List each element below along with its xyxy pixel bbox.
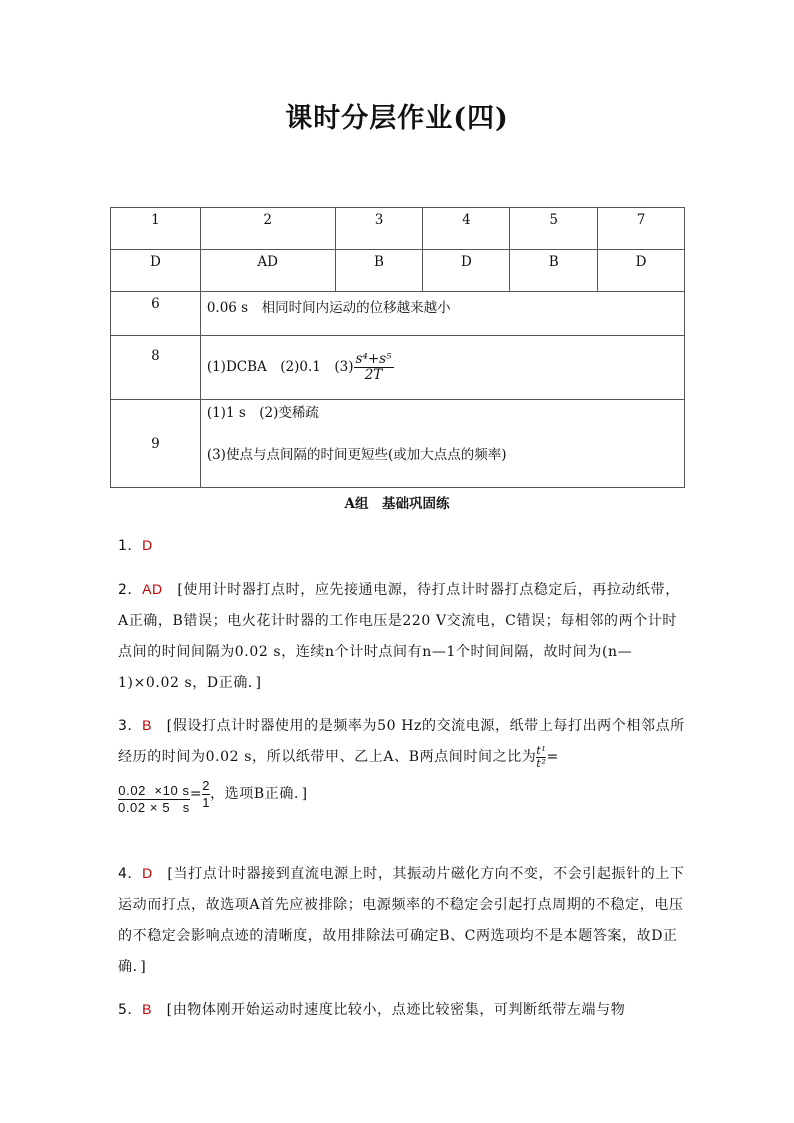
table-cell: B [335, 250, 423, 292]
question-3: 3．B [假设打点计时器使用的是频率为50 Hz的交流电源，纸带上每打出两个相邻点所经历的时间为0.02 s，所以纸带甲、乙上A、B两点间时间之比为 $\frac{\text{t¹}}{\text{t²}}$ = $\frac{0.02 \times 10 s}{0.02 \times 5 s}$ = $\frac{2}{1}$ ，选项B正确．] [118, 717, 685, 815]
table-cell: 3 [335, 208, 423, 250]
table-cell: (1)1 s (2)变稀疏 (3)使点与点间隔的时间更短些(或加大点点的频率) [200, 400, 684, 488]
table-cell: 1 [111, 208, 201, 250]
table-cell: 5 [510, 208, 598, 250]
table-cell: D [111, 250, 201, 292]
answer-table [110, 207, 685, 488]
question-5: 5．B [由物体刚开始运动时速度比较小，点迹比较密集，可判断纸带左端与物 [118, 1001, 626, 1018]
table-cell: D [598, 250, 685, 292]
answer-letter: AD [142, 581, 163, 597]
fraction: $\frac{\text{s⁴+s⁵}}{2T}$ [355, 351, 392, 383]
table-cell: AD [200, 250, 335, 292]
calc-fraction: $\frac{0.02 \times 10 s}{0.02 \times 5 s}$ [118, 783, 190, 815]
table-cell: 0.06 s 相同时间内运动的位移越来越小 [200, 292, 684, 336]
table-cell: 4 [423, 208, 510, 250]
answer-letter: B [142, 1001, 153, 1017]
page-title: 课时分层作业(四) [285, 103, 509, 134]
result-fraction: $\frac{2}{1}$ [202, 778, 211, 810]
table-cell: D [423, 250, 510, 292]
section-heading: A组 基础巩固练 [344, 496, 450, 512]
answer-letter: B [142, 717, 153, 733]
question-2: 2．AD [使用计时器打点时，应先接通电源，待打点计时器打点稳定后，再拉动纸带，A正确，B错误；电火花计时器的工作电压是220 V交流电，C错误；每相邻的两个计时点间的时间间隔为0.02 s，连续n个计时点间有n—1个时间间隔，故时间为(n—1)×0.02 s，D正确．] [118, 581, 680, 691]
table-cell: 8 [111, 336, 201, 400]
answer-letter: D [142, 865, 153, 881]
answer-letter: D [142, 537, 153, 553]
table-cell: 7 [598, 208, 685, 250]
question-1: 1．D [118, 537, 153, 554]
table-cell: 6 [111, 292, 201, 336]
table-cell: (1)DCBA (2)0.1 (3) $\frac{\text{s⁴+s⁵}}{2T}$ [200, 336, 684, 400]
table-cell: B [510, 250, 598, 292]
table-cell: 9 [111, 400, 201, 488]
table-cell: 2 [200, 208, 335, 250]
question-4: 4．D [当打点计时器接到直流电源上时，其振动片磁化方向不变，不会引起振针的上下运动而打点，故选项A首先应被排除；电源频率的不稳定会引起打点周期的不稳定，电压的不稳定会影响点迹的清晰度，故用排除法可确定B、C两选项均不是本题答案，故D正确．] [118, 865, 685, 975]
ratio-fraction: $\frac{\text{t¹}}{\text{t²}}$ [536, 743, 547, 770]
